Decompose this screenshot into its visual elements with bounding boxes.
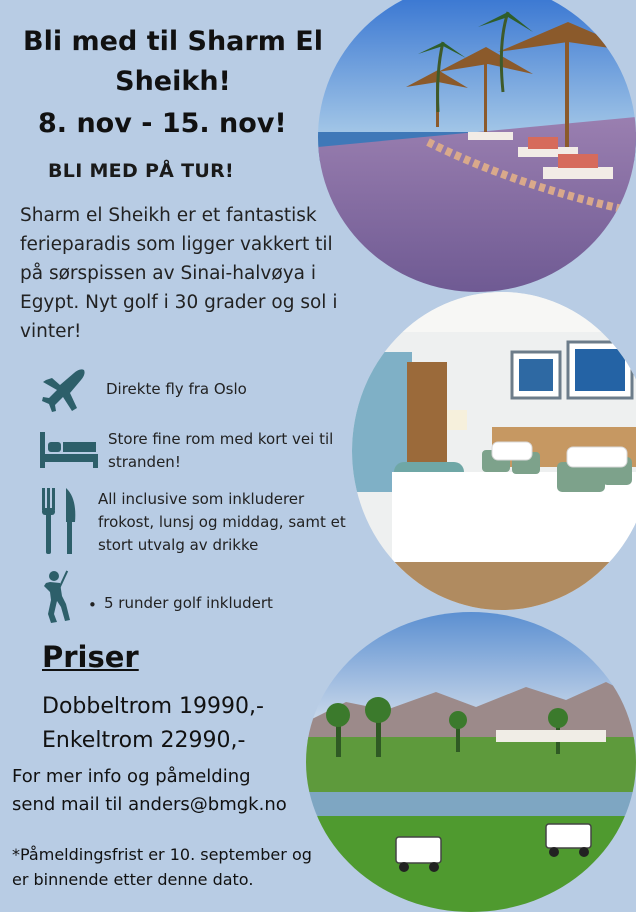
contact-info	[12, 763, 287, 819]
price-double: Dobbeltrom 19990,-	[42, 694, 264, 719]
feature-golf-text: 5 runder golf inkludert	[104, 594, 273, 612]
page-title: Bli med til Sharm El Sheikh!	[23, 26, 323, 97]
golf-course-photo	[306, 612, 636, 912]
feature-room-text: Store fine rom med kort vei til stranden!	[108, 430, 334, 471]
airplane-icon	[40, 364, 92, 414]
contact-line-2: send mail til anders@bmgk.no	[12, 794, 287, 815]
subheading: BLI MED PÅ TUR!	[48, 160, 234, 182]
fork-knife-icon	[42, 488, 78, 554]
trip-dates: 8. nov - 15. nov!	[38, 108, 287, 139]
bullet-dot: •	[88, 596, 97, 614]
beach-photo	[318, 0, 636, 292]
prices-heading: Priser	[42, 640, 139, 674]
contact-line-1: For mer info og påmelding	[12, 766, 251, 787]
intro-paragraph: Sharm el Sheikh er et fantastisk ferieparadis som ligger vakkert til på sørspissen av Sinai-halvøya i Egypt. Nyt golf i 30 grader og sol i vinter!	[20, 205, 338, 342]
bed-icon	[40, 430, 98, 470]
hotel-room-photo	[352, 292, 636, 610]
golfer-icon	[40, 570, 74, 624]
feature-flight-text: Direkte fly fra Oslo	[106, 380, 247, 398]
feature-allinclusive-text: All inclusive som inkluderer frokost, lunsj og middag, samt et stort utvalg av drikke	[98, 490, 346, 554]
deadline-note: *Påmeldingsfrist er 10. september og er binnende etter denne dato.	[12, 845, 312, 889]
price-single: Enkeltrom 22990,-	[42, 728, 246, 753]
